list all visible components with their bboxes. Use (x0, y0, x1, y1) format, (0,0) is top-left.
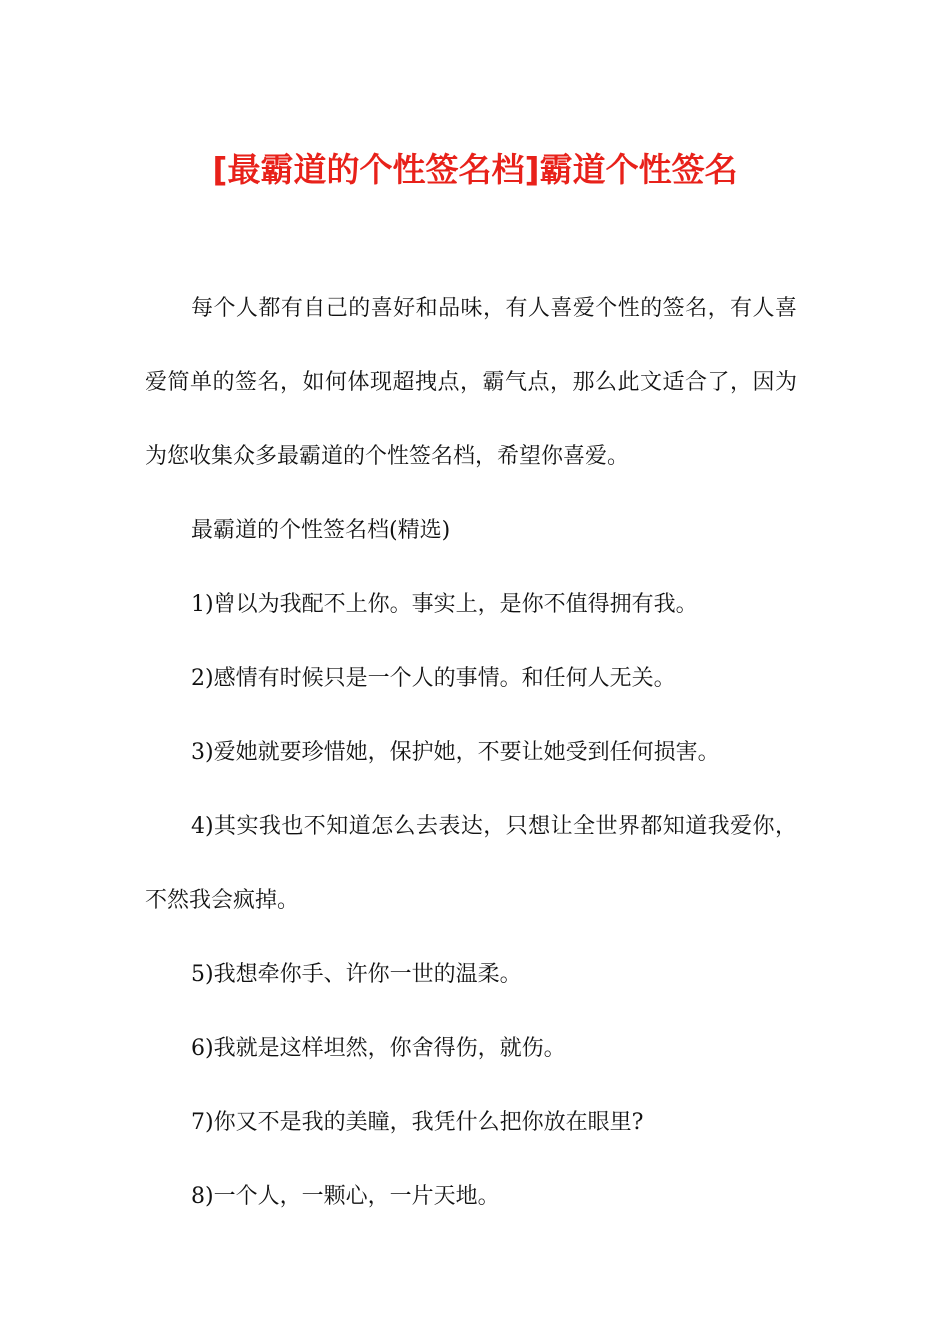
intro-paragraph: 每个人都有自己的喜好和品味，有人喜爱个性的签名，有人喜爱简单的签名，如何体现超拽点，霸气点，那么此文适合了，因为为您收集众多最霸道的个性签名档，希望你喜爱。 (145, 296, 797, 469)
list-item: 6)我就是这样坦然，你舍得伤，就伤。 (191, 1036, 566, 1061)
document-body (145, 272, 797, 1234)
list-item: 2)感情有时候只是一个人的事情。和任何人无关。 (191, 666, 676, 691)
list-item: 1)曾以为我配不上你。事实上，是你不值得拥有我。 (191, 592, 698, 617)
list-item: 3)爱她就要珍惜她，保护她，不要让她受到任何损害。 (191, 740, 720, 765)
list-item: 5)我想牵你手、许你一世的温柔。 (191, 962, 522, 987)
section-heading: 最霸道的个性签名档(精选) (191, 518, 451, 543)
document-title: [最霸道的个性签名档]霸道个性签名 (212, 150, 738, 189)
list-item: 4)其实我也不知道怎么去表达，只想让全世界都知道我爱你，不然我会疯掉。 (145, 814, 797, 913)
list-item: 8)一个人，一颗心，一片天地。 (191, 1184, 500, 1209)
list-item: 7)你又不是我的美瞳，我凭什么把你放在眼里? (191, 1110, 644, 1135)
